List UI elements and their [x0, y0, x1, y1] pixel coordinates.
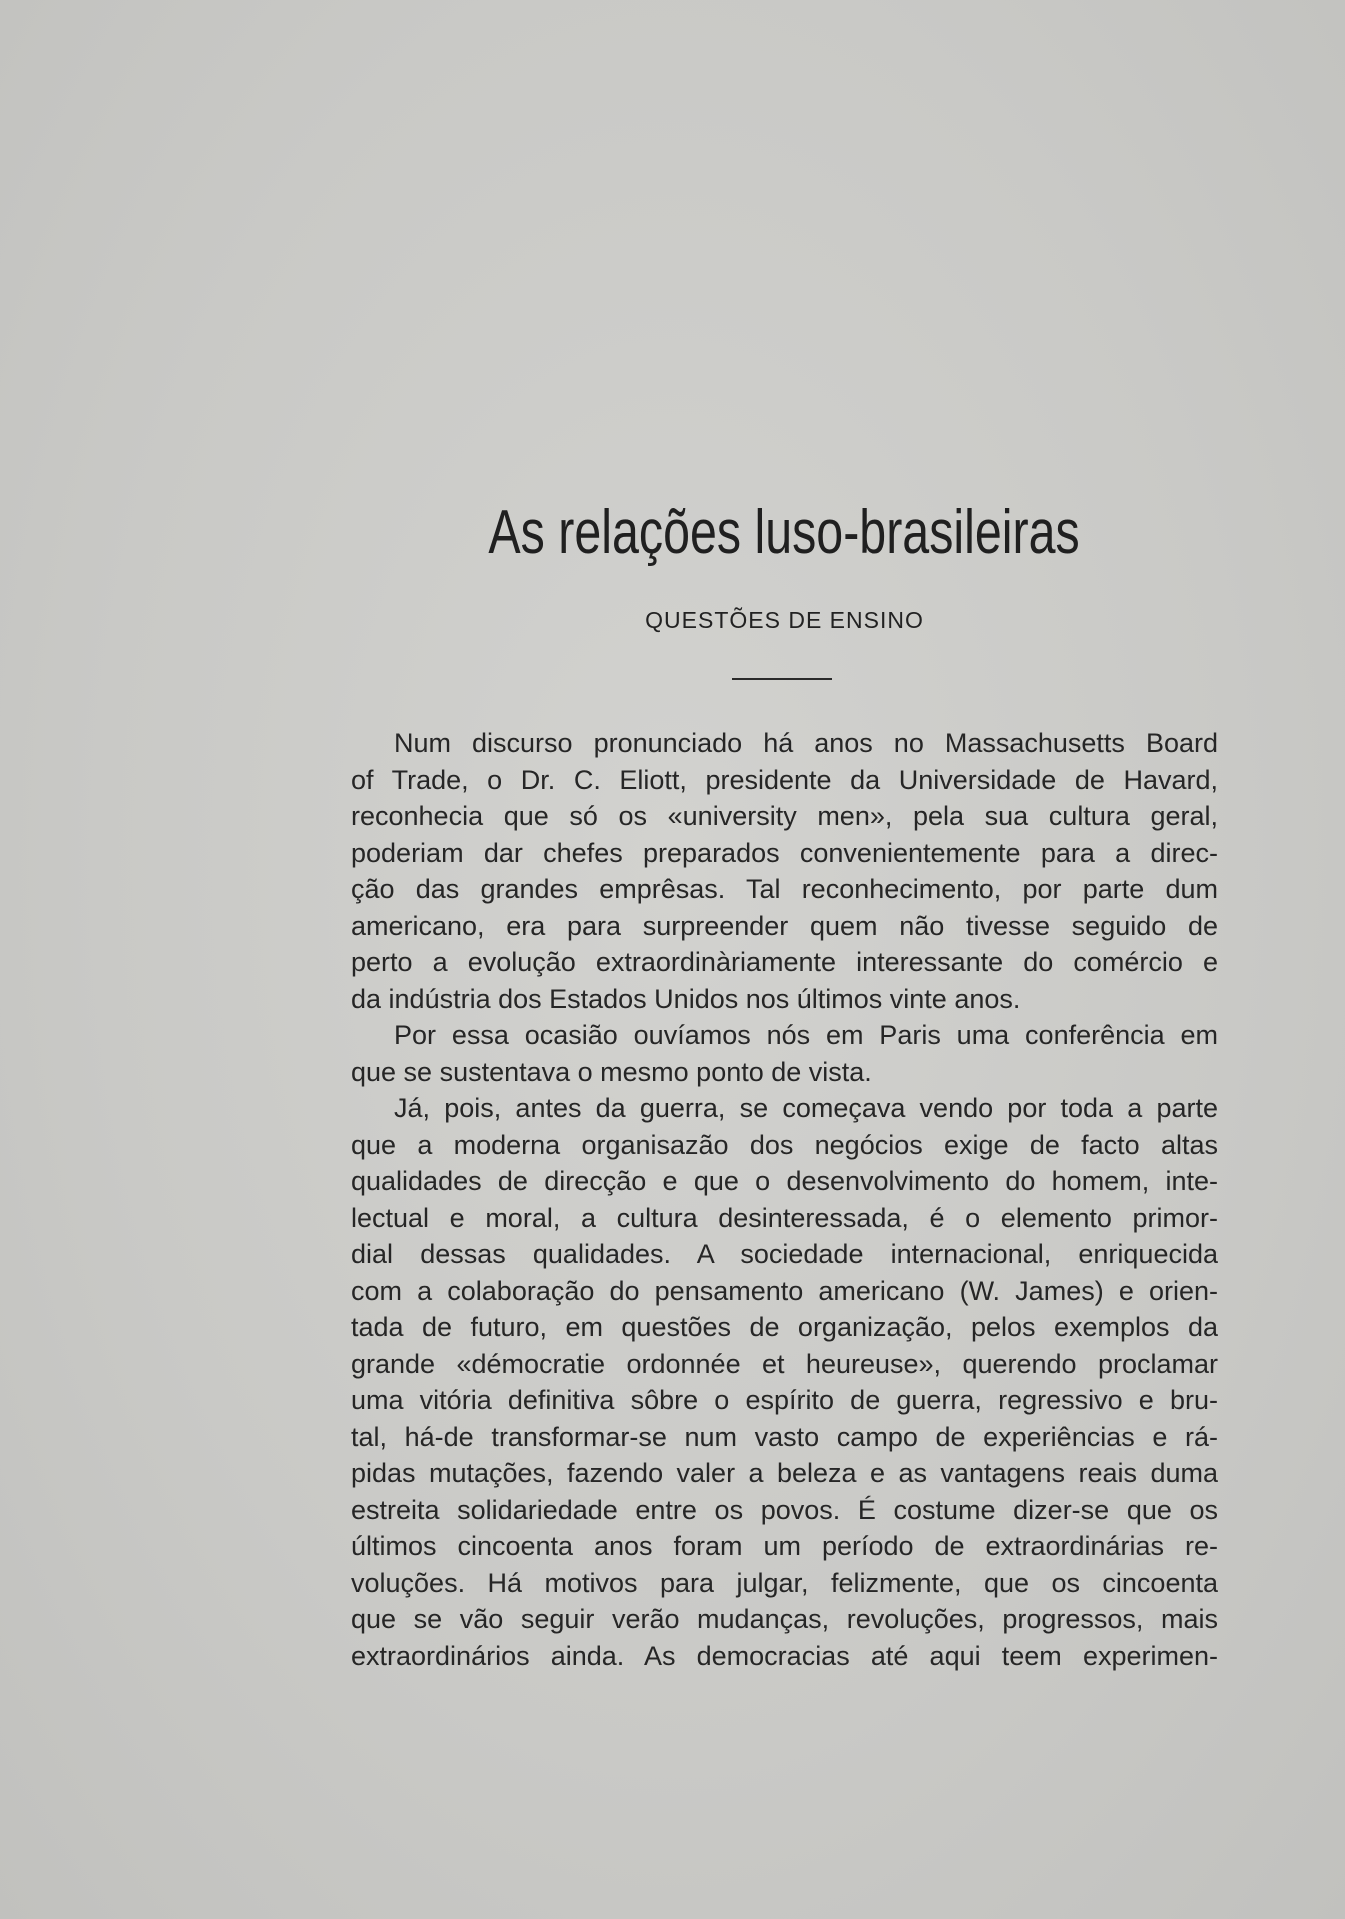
page-title: As relações luso-brasileiras: [488, 498, 1081, 567]
text-line: extraordinários ainda. As democracias até aqui teem experimen-: [351, 1640, 1218, 1671]
text-line: uma vitória definitiva sôbre o espírito de guerra, regressivo e bru-: [351, 1385, 1218, 1415]
text-line: Por essa ocasião ouvíamos nós em Paris uma conferência em: [394, 1020, 1218, 1050]
text-line: pidas mutações, fazendo valer a beleza e as vantagens reais duma: [351, 1458, 1218, 1488]
text-line: reconhecia que só os «university men», pela sua cultura geral,: [351, 801, 1218, 831]
text-line: lectual e moral, a cultura desinteressada, é o elemento primor-: [351, 1202, 1218, 1233]
section-divider: [732, 678, 832, 680]
text-line: perto a evolução extraordinàriamente interessante do comércio e: [351, 947, 1218, 977]
text-line: que a moderna organisazão dos negócios exige de facto altas: [351, 1129, 1218, 1160]
text-line: estreita solidariedade entre os povos. É costume dizer-se que os: [351, 1494, 1218, 1525]
text-line: of Trade, o Dr. C. Eliott, presidente da Universidade de Havard,: [351, 764, 1218, 795]
text-line: grande «démocratie ordonnée et heureuse», querendo proclamar: [351, 1348, 1218, 1379]
text-line: que se sustentava o mesmo ponto de vista.: [351, 1056, 872, 1087]
title-block: [351, 500, 1218, 566]
text-line: tal, há-de transformar-se num vasto campo de experiências e rá-: [351, 1421, 1218, 1452]
paragraph: [351, 725, 1218, 1017]
text-line: tada de futuro, em questões de organização, pelos exemplos da: [351, 1312, 1218, 1342]
body-text: [351, 725, 1218, 1674]
text-line: ção das grandes emprêsas. Tal reconhecimento, por parte dum: [351, 874, 1218, 904]
text-line: qualidades de direcção e que o desenvolvimento do homem, inte-: [351, 1166, 1218, 1196]
text-line: Num discurso pronunciado há anos no Massachusetts Board: [394, 728, 1218, 758]
text-line: dial dessas qualidades. A sociedade internacional, enriquecida: [351, 1239, 1218, 1269]
paragraph: [351, 1090, 1218, 1674]
text-line: voluções. Há motivos para julgar, felizmente, que os cincoenta: [351, 1567, 1218, 1598]
text-line: que se vão seguir verão mudanças, revoluções, progressos, mais: [351, 1604, 1218, 1634]
text-line: com a colaboração do pensamento americano (W. James) e orien-: [351, 1275, 1218, 1306]
text-line: americano, era para surpreender quem não tivesse seguido de: [351, 910, 1218, 941]
text-line: últimos cincoenta anos foram um período de extraordinárias re-: [351, 1531, 1218, 1561]
page-subtitle: QUESTÕES DE ENSINO: [645, 607, 924, 633]
paragraph: [351, 1017, 1218, 1090]
text-line: poderiam dar chefes preparados convenientemente para a direc-: [351, 837, 1218, 868]
text-line: Já, pois, antes da guerra, se começava vendo por toda a parte: [394, 1093, 1218, 1123]
text-line: da indústria dos Estados Unidos nos últimos vinte anos.: [351, 983, 1021, 1014]
